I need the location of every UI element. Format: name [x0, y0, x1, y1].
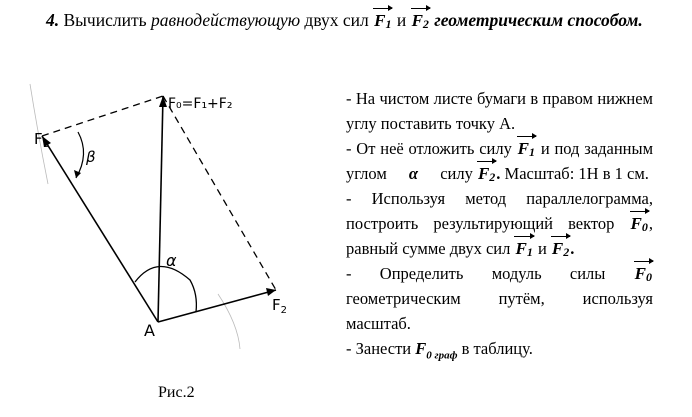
label-a: A — [144, 321, 155, 340]
task-middle: двух сил — [304, 10, 369, 30]
dashed-side-top — [42, 96, 163, 136]
f2-line — [158, 290, 276, 322]
vector-f1: $F_1$ — [514, 240, 533, 258]
vector-f2: $F_2$ — [477, 165, 496, 183]
vector-f0: $F_0$ — [634, 265, 653, 283]
alpha-arc — [135, 266, 196, 312]
diagram-svg — [28, 74, 328, 384]
figure-caption: Рис.2 — [158, 384, 195, 401]
resultant-line — [158, 96, 163, 322]
step-2: - От неё отложить силу $F_1$ и под заданным углом α силу $F_2$. Масштаб: 1Н в 1 см. — [346, 136, 653, 186]
label-f1: $F_1$ — [34, 130, 50, 150]
vector-f1: $F_1$ — [373, 12, 392, 30]
task-italic-word: равнодействующую — [150, 10, 301, 30]
step-5: - Занести $F_{0 граф}$ в таблицу. — [346, 339, 533, 362]
instructions — [346, 86, 653, 368]
vector-f2: $F_2$ — [411, 12, 430, 30]
f1-line — [42, 136, 158, 322]
beta-arc — [76, 132, 84, 178]
task-conj: и — [396, 10, 407, 30]
step-4: - Определить модуль силы $F_0$ геометрическим путём, используя масштаб. — [346, 261, 653, 336]
label-beta: β — [86, 148, 96, 166]
task-method: геометрическим способом. — [434, 10, 643, 30]
step-1: - На чистом листе бумаги в правом нижнем углу поставить точку А. — [346, 89, 653, 133]
label-f2: $F_2$ — [272, 296, 288, 316]
vector-f2: $F_2$ — [551, 240, 570, 258]
task-verb: Вычислить — [63, 10, 147, 30]
dashed-side-right — [163, 96, 276, 290]
vector-f1: $F_1$ — [517, 140, 536, 158]
label-sum: F₀=F₁+F₂ — [168, 96, 233, 112]
f2-arrowhead — [266, 288, 276, 296]
alpha-symbol: α — [408, 164, 419, 183]
step-3: - Используя метод параллелограмма, построить результирующий вектор $F_0$, равный сумме двух сил $F_1$ и $F_2$. — [346, 189, 654, 259]
f0-graph: $F_{0 граф}$ — [415, 339, 458, 362]
task-heading — [46, 8, 654, 32]
force-diagram — [28, 74, 328, 384]
task-number: 4. — [46, 10, 60, 30]
vector-f0: $F_0$ — [630, 215, 649, 233]
label-alpha: α — [166, 251, 177, 270]
